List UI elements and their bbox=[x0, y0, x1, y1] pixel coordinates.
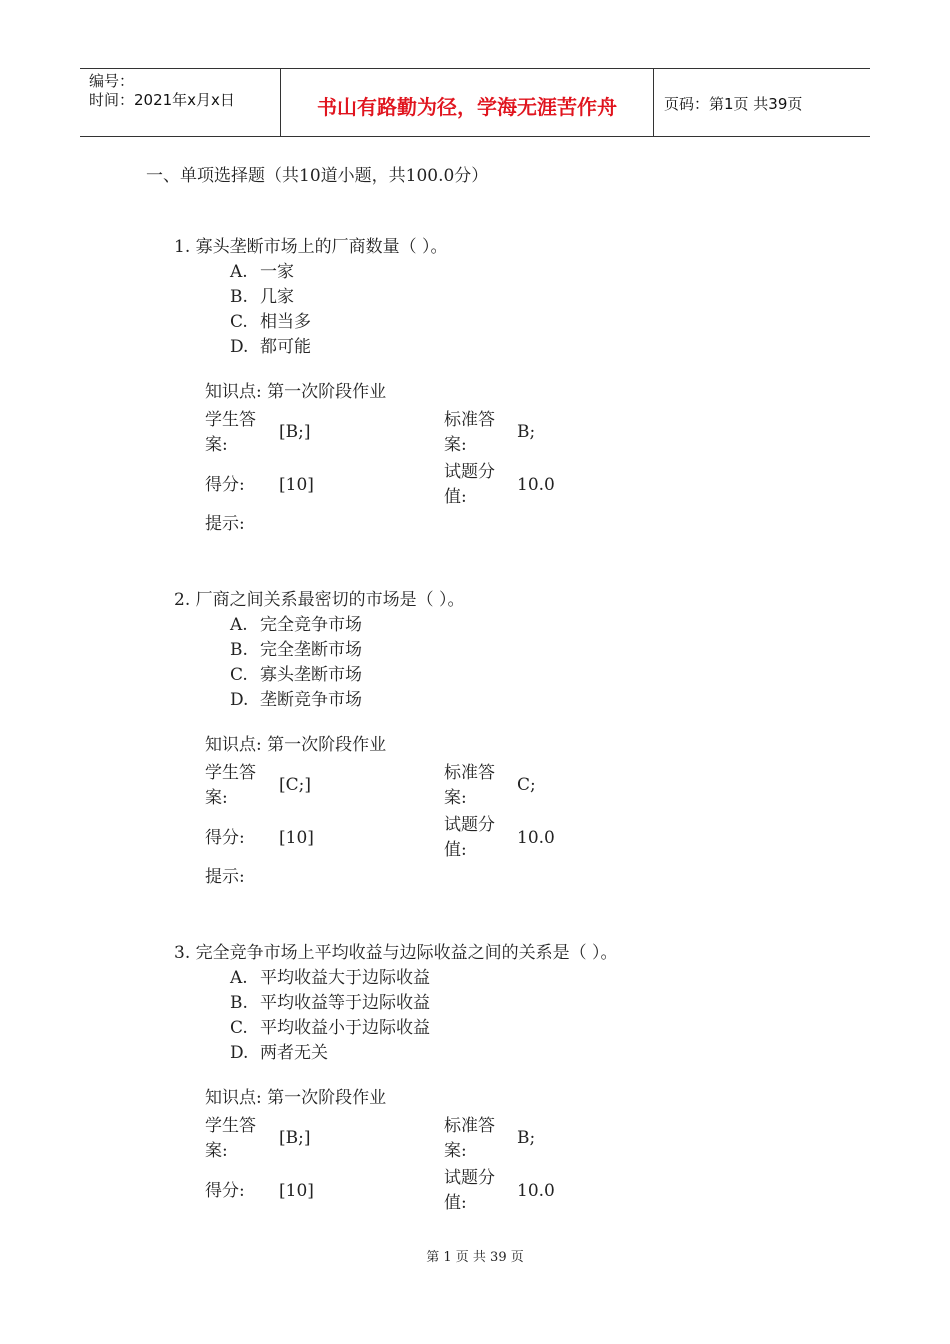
section-title: 一、单项选择题（共10道小题，共100.0分） bbox=[146, 166, 489, 186]
option-d: D. 两者无关 bbox=[230, 1043, 328, 1063]
question-stem: 1. 寡头垄断市场上的厂商数量（ ）。 bbox=[174, 237, 448, 257]
standard-answer-value: B; bbox=[517, 1128, 536, 1148]
score-value: [10] bbox=[279, 475, 314, 495]
option-b: B. 平均收益等于边际收益 bbox=[230, 993, 430, 1013]
standard-answer-label: 标准答 案: bbox=[444, 410, 495, 455]
option-a: A. 平均收益大于边际收益 bbox=[230, 968, 430, 988]
page-footer: 第 1 页 共 39 页 bbox=[426, 1250, 524, 1265]
option-c: C. 相当多 bbox=[230, 312, 311, 332]
option-a: A. 完全竞争市场 bbox=[230, 615, 362, 635]
value-label: 试题分 值: bbox=[444, 462, 495, 507]
score-value: [10] bbox=[279, 1181, 314, 1201]
knowledge-row: 知识点: 第一次阶段作业 bbox=[205, 382, 387, 402]
knowledge-value: 第一次阶段作业 bbox=[267, 1088, 387, 1108]
value-value: 10.0 bbox=[517, 475, 555, 495]
value-value: 10.0 bbox=[517, 1181, 555, 1201]
knowledge-value: 第一次阶段作业 bbox=[267, 735, 387, 755]
option-a: A. 一家 bbox=[230, 262, 294, 282]
standard-answer-value: B; bbox=[517, 422, 536, 442]
option-c: C. 寡头垄断市场 bbox=[230, 665, 362, 685]
hint-label: 提示: bbox=[205, 867, 245, 887]
header-meta bbox=[80, 69, 281, 136]
serial-label: 编号： bbox=[89, 72, 135, 90]
value-value: 10.0 bbox=[517, 828, 555, 848]
option-c: C. 平均收益小于边际收益 bbox=[230, 1018, 430, 1038]
hint-label: 提示: bbox=[205, 514, 245, 534]
question-stem: 2. 厂商之间关系最密切的市场是（ ）。 bbox=[174, 590, 465, 610]
standard-answer-value: C; bbox=[517, 775, 536, 795]
option-b: B. 几家 bbox=[230, 287, 294, 307]
standard-answer-label: 标准答 案: bbox=[444, 1116, 495, 1161]
knowledge-row: 知识点: 第一次阶段作业 bbox=[205, 735, 387, 755]
time-label: 时间：2021年x月x日 bbox=[89, 91, 235, 109]
student-answer-label: 学生答 案: bbox=[205, 1116, 256, 1161]
option-b: B. 完全垄断市场 bbox=[230, 640, 362, 660]
standard-answer-label: 标准答 案: bbox=[444, 763, 495, 808]
score-label: 得分: bbox=[205, 475, 245, 495]
score-label: 得分: bbox=[205, 1181, 245, 1201]
option-d: D. 垄断竞争市场 bbox=[230, 690, 362, 710]
header-motto: 书山有路勤为径，学海无涯苦作舟 bbox=[281, 69, 654, 136]
header-page-info: 页码：第1页 共39页 bbox=[664, 95, 803, 113]
question-stem: 3. 完全竞争市场上平均收益与边际收益之间的关系是（ ）。 bbox=[174, 943, 618, 963]
option-d: D. 都可能 bbox=[230, 337, 311, 357]
student-answer-label: 学生答 案: bbox=[205, 763, 256, 808]
value-label: 试题分 值: bbox=[444, 1168, 495, 1213]
student-answer-value: [C;] bbox=[279, 775, 311, 795]
knowledge-value: 第一次阶段作业 bbox=[267, 382, 387, 402]
page-header bbox=[80, 68, 870, 137]
student-answer-label: 学生答 案: bbox=[205, 410, 256, 455]
score-value: [10] bbox=[279, 828, 314, 848]
student-answer-value: [B;] bbox=[279, 422, 311, 442]
score-label: 得分: bbox=[205, 828, 245, 848]
value-label: 试题分 值: bbox=[444, 815, 495, 860]
student-answer-value: [B;] bbox=[279, 1128, 311, 1148]
knowledge-row: 知识点: 第一次阶段作业 bbox=[205, 1088, 387, 1108]
